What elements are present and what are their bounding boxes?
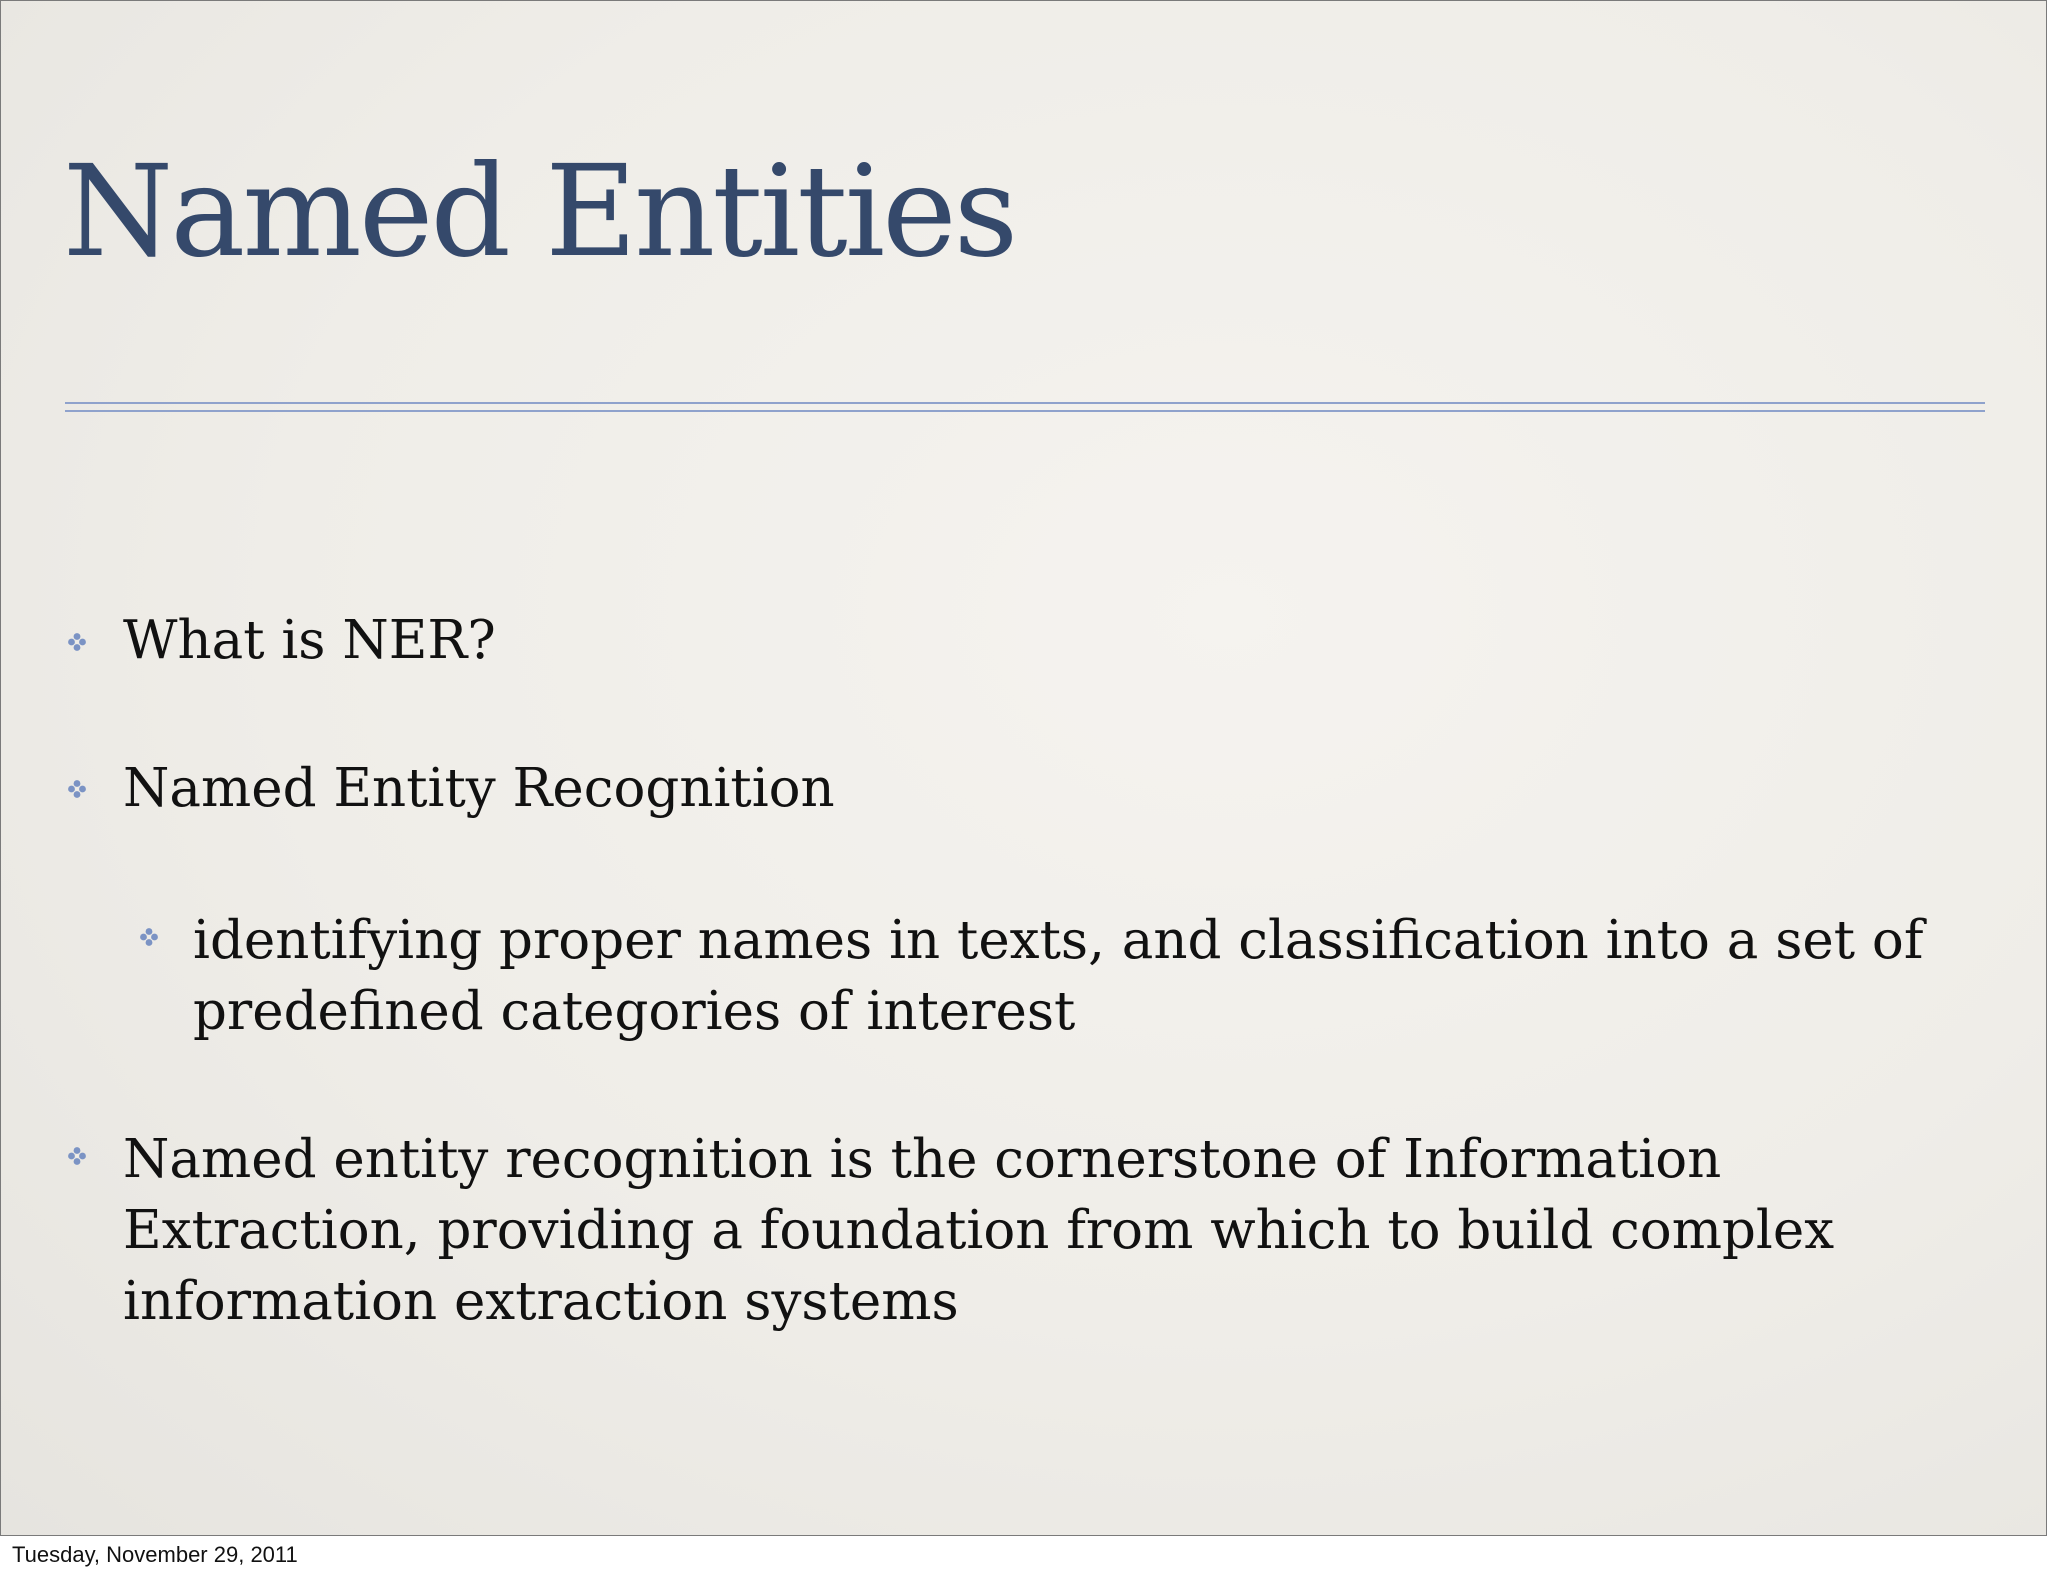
title-divider-top [65, 402, 1985, 404]
bullet-flower-icon [67, 1146, 87, 1166]
bullet-line: information extraction systems [123, 1271, 959, 1332]
bullet-item [123, 753, 835, 824]
slide-title: Named Entities [63, 138, 1016, 285]
bullet-line: What is NER? [123, 610, 496, 671]
footer-date: Tuesday, November 29, 2011 [12, 1542, 298, 1567]
bullet-line: identifying proper names in texts, and classification into a set of [193, 910, 1924, 971]
bullet-flower-icon [67, 779, 87, 799]
bullet-line: Extraction, providing a foundation from which to build complex [123, 1200, 1835, 1261]
bullet-flower-icon [67, 632, 87, 652]
bullet-line: Named Entity Recognition [123, 758, 835, 819]
bullet-line: predefined categories of interest [193, 981, 1076, 1042]
sub-bullet-item [193, 905, 1923, 1047]
bullet-item [123, 1124, 1834, 1337]
bullet-line: Named entity recognition is the cornerstone of Information [123, 1129, 1722, 1190]
title-divider-bottom [65, 410, 1985, 412]
bullet-item [123, 605, 496, 676]
sub-bullet-flower-icon [139, 927, 159, 947]
